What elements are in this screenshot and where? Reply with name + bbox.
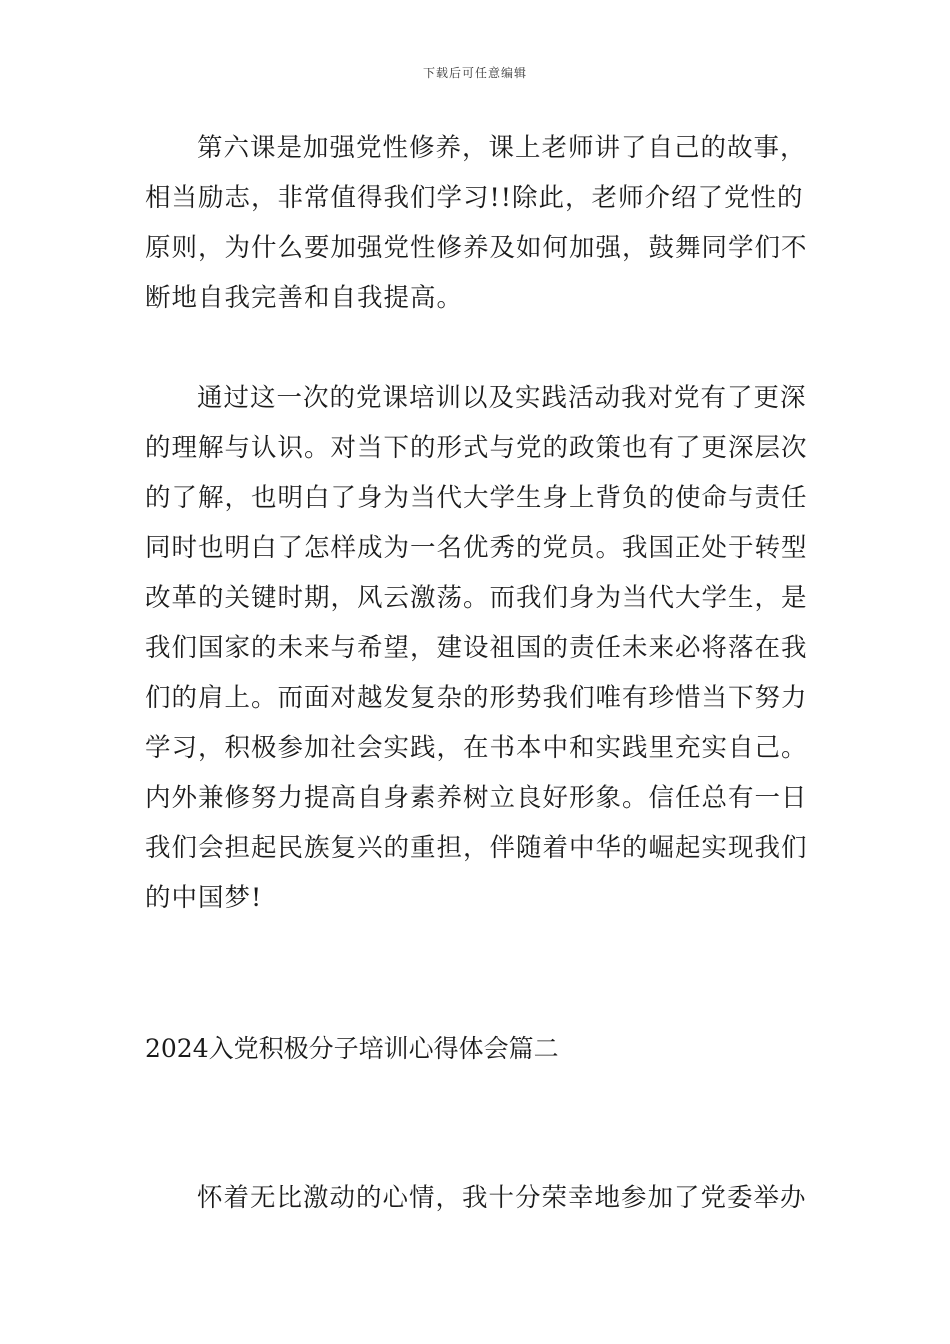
paragraph-2-line-1: 通过这一次的党课培训以及实践活动我对党有了更深 (197, 383, 807, 413)
paragraph-2-line-3: 的了解，也明白了身为当代大学生身上背负的使命与责任 (145, 483, 808, 513)
paragraph-2-line-9: 内外兼修努力提高自身素养树立良好形象。信任总有一日 (145, 783, 808, 813)
paragraph-2-line-10: 我们会担起民族复兴的重担，伴随着中华的崛起实现我们 (145, 833, 808, 863)
paragraph-2-line-8: 学习，积极参加社会实践，在书本中和实践里充实自己。 (145, 733, 808, 763)
paragraph-1-line-1: 第六课是加强党性修养，课上老师讲了自己的故事， (197, 133, 807, 163)
paragraph-1-line-4: 断地自我完善和自我提高。 (145, 283, 464, 313)
section-title: 2024入党积极分子培训心得体会篇二 (145, 1034, 559, 1063)
header-note: 下载后可任意编辑 (422, 66, 527, 80)
paragraph-2-line-5: 改革的关键时期，风云激荡。而我们身为当代大学生，是 (145, 583, 808, 613)
paragraph-2-line-7: 们的肩上。而面对越发复杂的形势我们唯有珍惜当下努力 (145, 683, 808, 713)
paragraph-2-line-2: 的理解与认识。对当下的形式与党的政策也有了更深层次 (145, 433, 808, 463)
paragraph-2-line-6: 我们国家的未来与希望，建设祖国的责任未来必将落在我 (145, 633, 808, 663)
paragraph-2-line-11: 的中国梦! (145, 883, 263, 913)
paragraph-3-line-1: 怀着无比激动的心情，我十分荣幸地参加了党委举办 (197, 1183, 807, 1213)
paragraph-2-line-4: 同时也明白了怎样成为一名优秀的党员。我国正处于转型 (145, 533, 808, 563)
paragraph-1-line-2: 相当励志，非常值得我们学习!!除此，老师介绍了党性的 (145, 183, 804, 213)
paragraph-1-line-3: 原则，为什么要加强党性修养及如何加强，鼓舞同学们不 (145, 233, 808, 263)
